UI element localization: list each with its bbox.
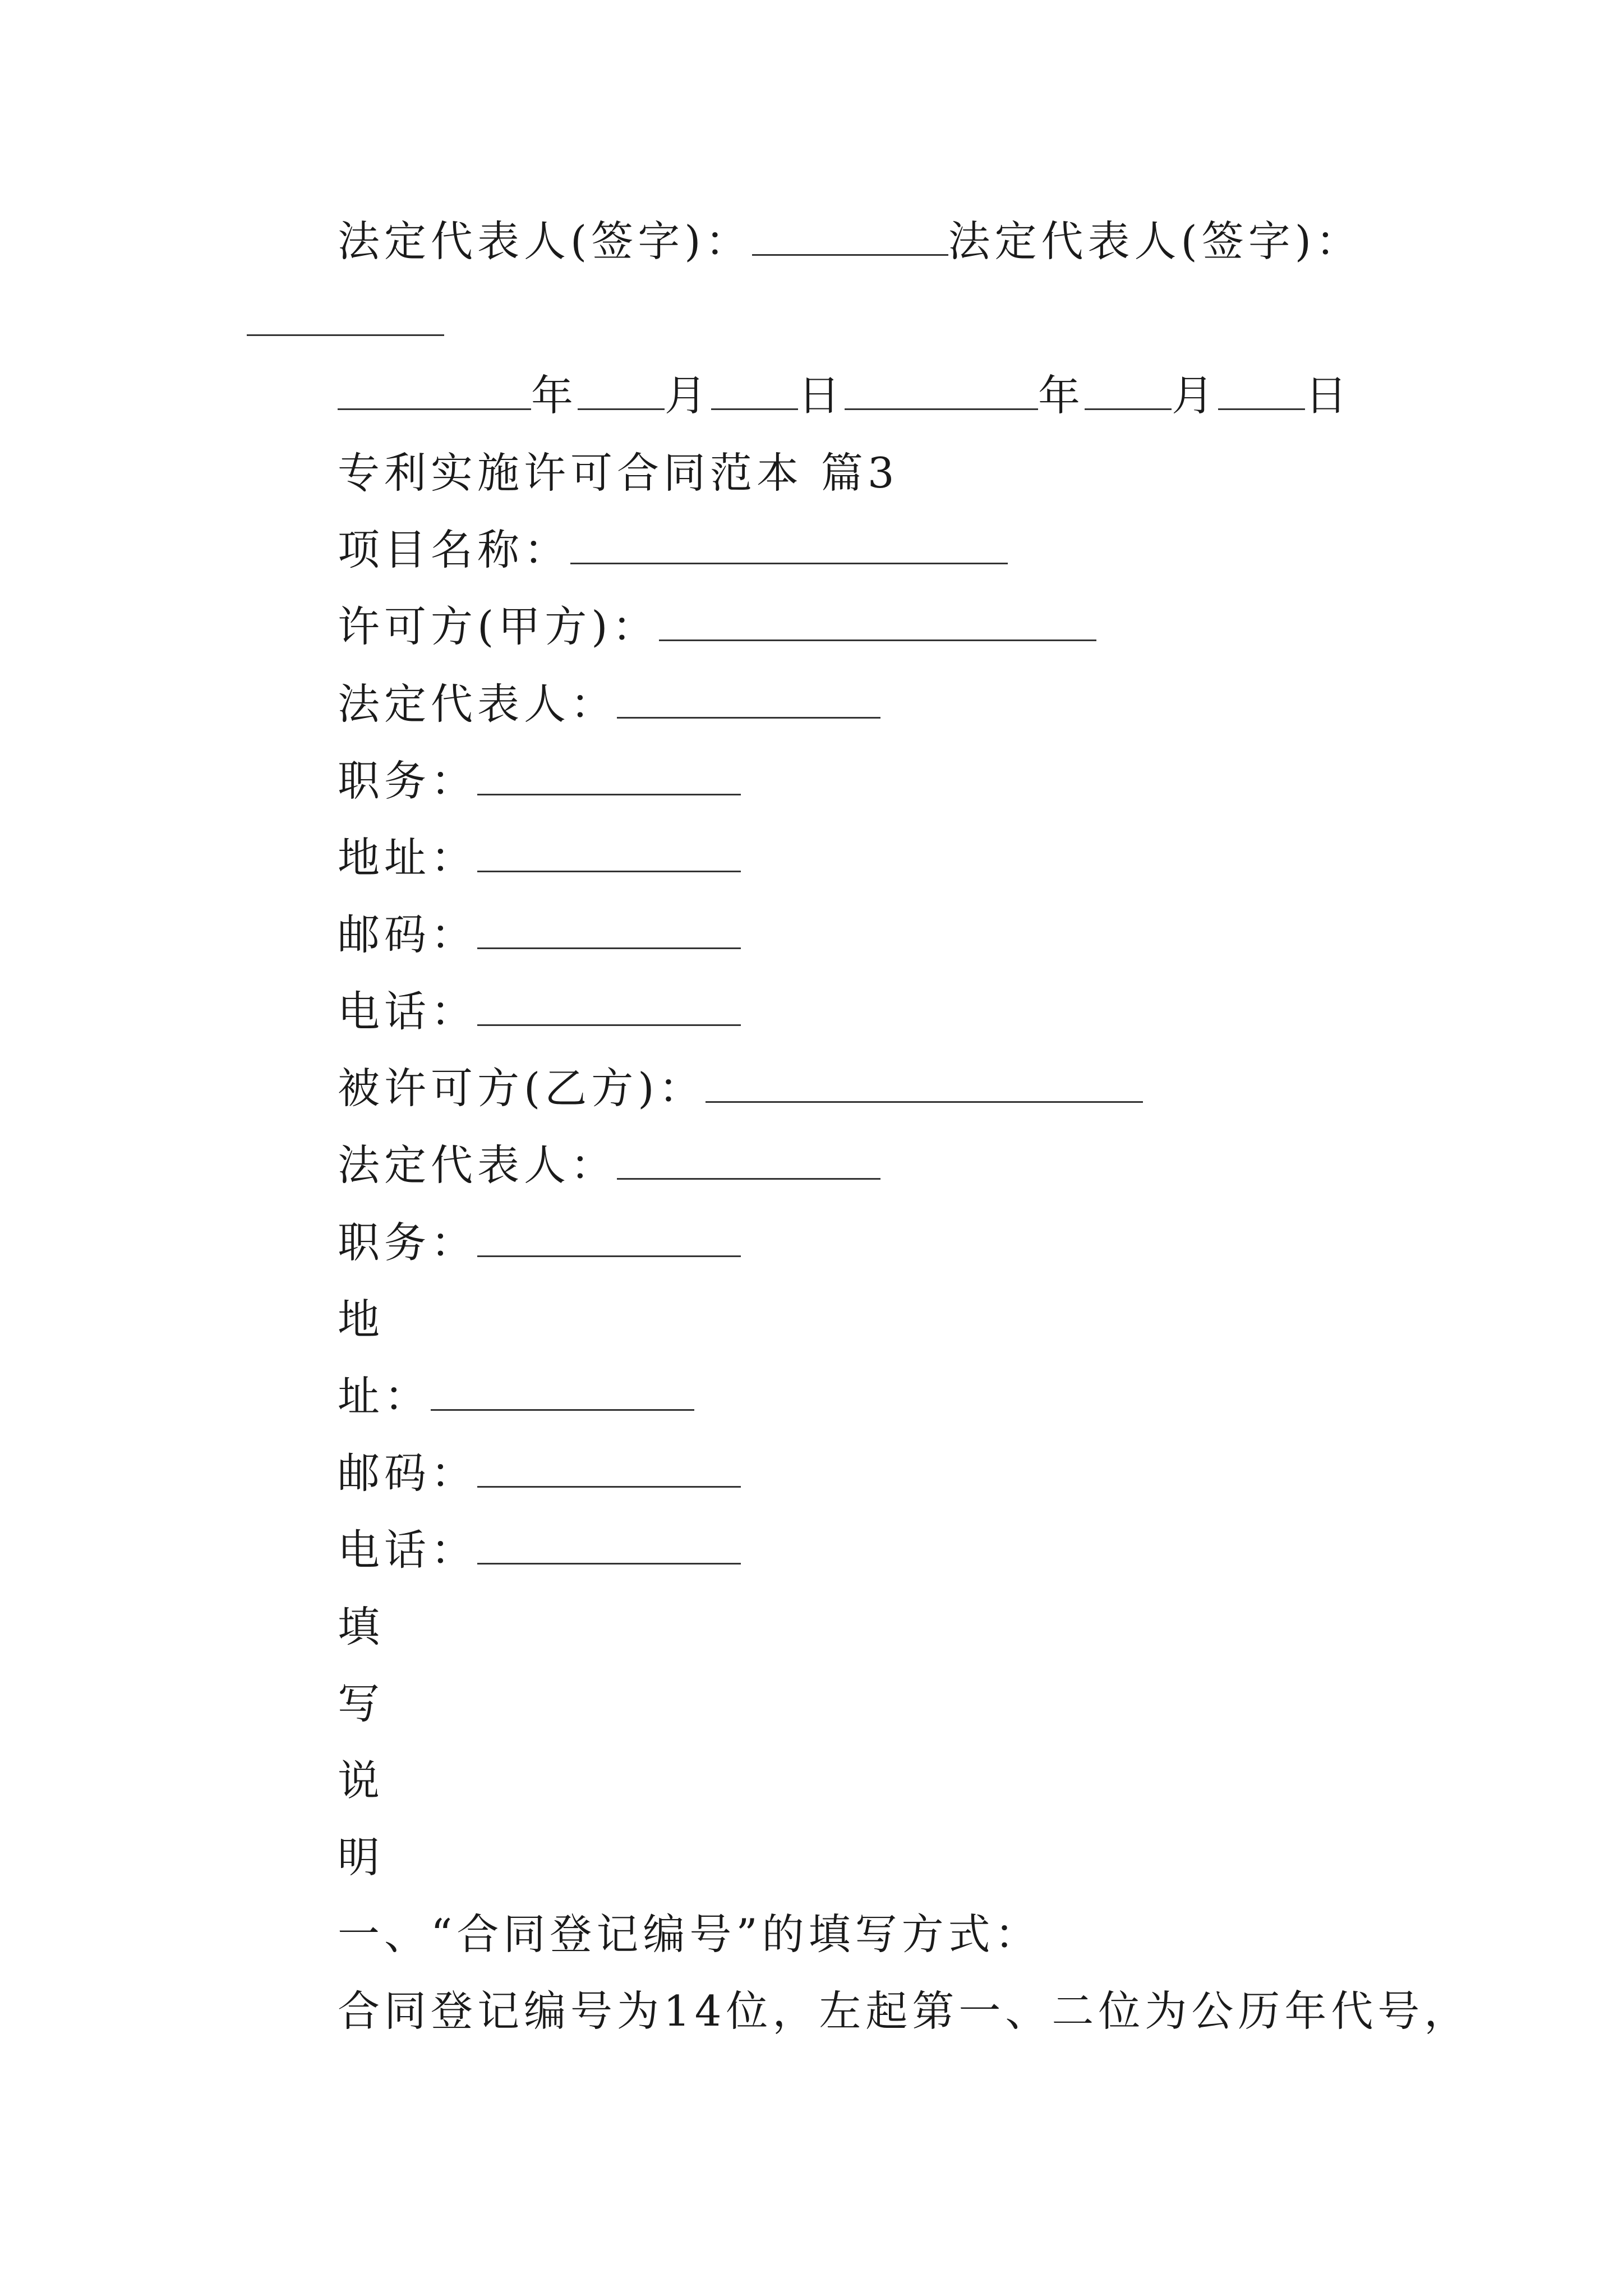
project-name-label: 项目名称： (338, 525, 571, 574)
instructions-char-2: 写 (338, 1679, 385, 1728)
licensor-label: 许可方(甲方)： (338, 602, 659, 651)
licensor-title-field[interactable] (477, 759, 741, 795)
licensor-row (338, 599, 1096, 655)
month-blank-right[interactable] (1085, 374, 1172, 410)
licensee-label: 被许可方(乙方)： (338, 1064, 706, 1113)
project-name-row (338, 522, 1008, 578)
licensor-field[interactable] (659, 605, 1096, 641)
month-label-left: 月 (665, 371, 712, 420)
licensee-title-field[interactable] (477, 1221, 741, 1257)
section-title: 专利实施许可合同范本 篇3 (338, 448, 899, 498)
licensee-title-label: 职务： (338, 1218, 478, 1267)
day-label-right: 日 (1305, 371, 1352, 420)
licensor-phone-row (338, 983, 741, 1039)
licensor-postcode-label: 邮码： (338, 910, 478, 959)
licensee-postcode-row (338, 1445, 741, 1501)
licensee-title-row (338, 1214, 741, 1271)
licensee-address-field[interactable] (431, 1374, 694, 1411)
licensor-phone-label: 电话： (338, 987, 478, 1036)
licensee-rep-field[interactable] (617, 1143, 880, 1180)
licensee-address-row-2 (338, 1368, 694, 1424)
licensor-rep-field[interactable] (617, 682, 880, 719)
month-label-right: 月 (1172, 371, 1219, 420)
year-blank-left[interactable] (338, 374, 531, 410)
licensor-postcode-row (338, 907, 741, 963)
licensee-field[interactable] (706, 1066, 1143, 1103)
day-blank-right[interactable] (1218, 374, 1305, 410)
licensor-rep-row (338, 676, 880, 732)
licensee-postcode-label: 邮码： (338, 1448, 478, 1498)
licensor-postcode-field[interactable] (477, 913, 741, 949)
instructions-char-4: 明 (338, 1833, 385, 1882)
legal-rep-sign-blank-left[interactable] (752, 219, 948, 256)
licensor-address-field[interactable] (477, 836, 741, 872)
legal-rep-sign-label-right: 法定代表人(签字)： (948, 217, 1363, 266)
licensee-phone-label: 电话： (338, 1525, 478, 1575)
licensee-phone-row (338, 1522, 741, 1578)
signature-line (338, 213, 1362, 269)
licensee-row (338, 1060, 1143, 1116)
licensee-address-label-2: 址： (338, 1372, 431, 1421)
licensor-address-row (338, 830, 741, 886)
licensor-phone-field[interactable] (477, 990, 741, 1026)
licensee-address-label-1: 地 (338, 1295, 385, 1344)
legal-rep-sign-blank-right[interactable] (247, 334, 444, 336)
year-label-left: 年 (531, 371, 578, 420)
project-name-field[interactable] (570, 528, 1008, 564)
licensee-phone-field[interactable] (477, 1528, 741, 1565)
year-label-right: 年 (1038, 371, 1085, 420)
day-blank-left[interactable] (711, 374, 798, 410)
month-blank-left[interactable] (578, 374, 665, 410)
licensor-title-row (338, 753, 741, 809)
licensor-rep-label: 法定代表人： (338, 679, 617, 729)
instructions-paragraph-1: 合同登记编号为14位，左起第一、二位为公历年代号， (338, 1986, 1471, 2036)
legal-rep-sign-label-left: 法定代表人(签字)： (338, 217, 752, 266)
year-blank-right[interactable] (845, 374, 1038, 410)
licensor-title-label: 职务： (338, 756, 478, 806)
instructions-char-3: 说 (338, 1756, 385, 1805)
day-label-left: 日 (798, 371, 845, 420)
instructions-char-1: 填 (338, 1602, 385, 1651)
licensee-address-row-1 (338, 1291, 384, 1347)
licensor-address-label: 地址： (338, 833, 478, 882)
instructions-heading-1: 一、“合同登记编号”的填写方式： (338, 1910, 1041, 1959)
licensee-rep-row (338, 1137, 880, 1193)
date-line (338, 367, 1352, 424)
licensee-rep-label: 法定代表人： (338, 1140, 617, 1190)
licensee-postcode-field[interactable] (477, 1451, 741, 1488)
